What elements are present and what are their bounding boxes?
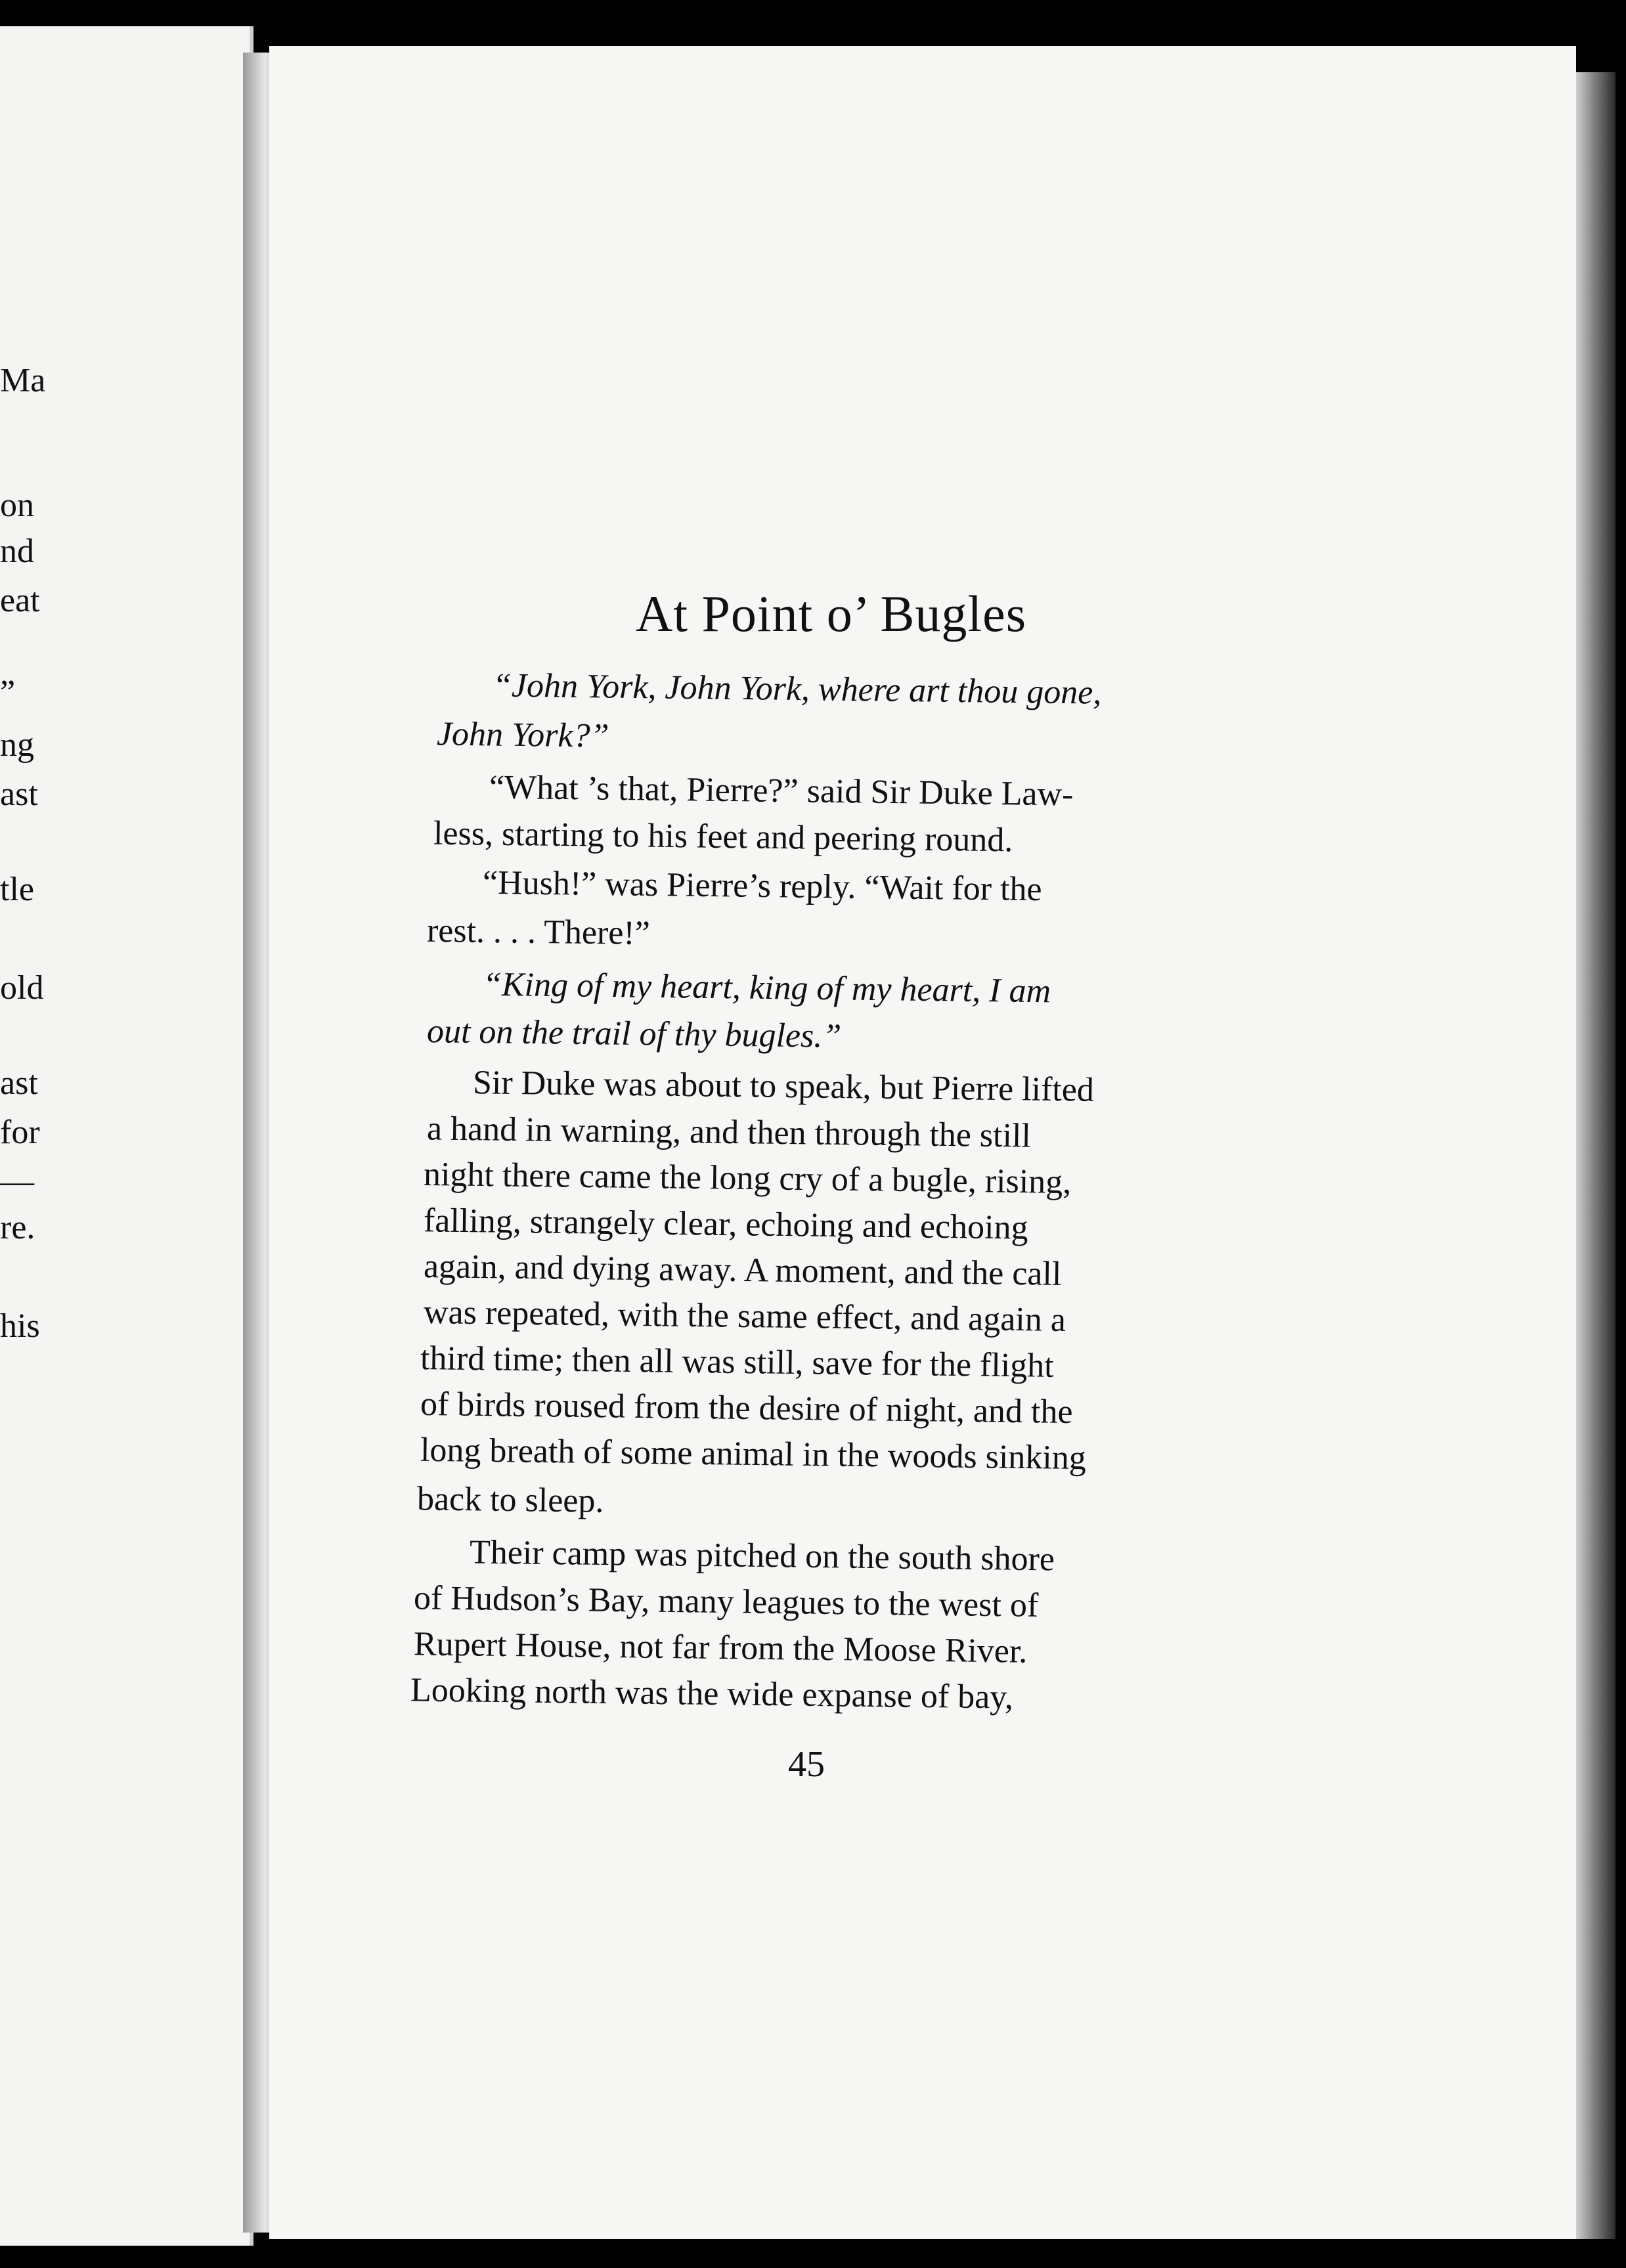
body-line: “John York, John York, where art thou gone, bbox=[492, 666, 1102, 712]
left-fragment: on bbox=[0, 487, 34, 524]
body-line: less, starting to his feet and peering round. bbox=[433, 814, 1013, 860]
body-line: “King of my heart, king of my heart, I am bbox=[482, 965, 1051, 1011]
body-line: rest. . . . There!” bbox=[426, 911, 651, 953]
body-line: long breath of some animal in the woods sinking bbox=[420, 1431, 1087, 1477]
left-fragment: his bbox=[0, 1307, 40, 1345]
body-line: Looking north was the wide expanse of bay, bbox=[410, 1671, 1014, 1716]
body-line: “Hush!” was Pierre’s reply. “Wait for the bbox=[482, 863, 1042, 909]
body-line: Sir Duke was about to speak, but Pierre lifted bbox=[472, 1064, 1095, 1109]
left-page-fragment bbox=[0, 26, 253, 2246]
left-fragment: tle bbox=[0, 871, 34, 908]
chapter-title: At Point o’ Bugles bbox=[636, 585, 1027, 642]
left-fragment: — bbox=[0, 1163, 34, 1200]
left-fragment: re. bbox=[0, 1209, 35, 1246]
body-line: out on the trail of thy bugles.” bbox=[426, 1013, 842, 1055]
body-line: again, and dying away. A moment, and the call bbox=[423, 1248, 1062, 1293]
body-line: Rupert House, not far from the Moose River. bbox=[413, 1625, 1028, 1670]
left-fragment: old bbox=[0, 969, 44, 1007]
body-line: back to sleep. bbox=[416, 1480, 604, 1520]
body-line: of birds roused from the desire of night, and the bbox=[420, 1385, 1073, 1431]
page-edge bbox=[1576, 72, 1615, 2239]
left-fragment: nd bbox=[0, 533, 34, 570]
left-fragment: Ma bbox=[0, 362, 46, 399]
body-line: John York?” bbox=[436, 715, 609, 755]
body-line: Their camp was pitched on the south shore bbox=[469, 1533, 1055, 1579]
body-line: falling, strangely clear, echoing and echoing bbox=[423, 1202, 1028, 1247]
body-line: was repeated, with the same effect, and again a bbox=[423, 1294, 1066, 1339]
body-line: “What ’s that, Pierre?” said Sir Duke Law- bbox=[489, 768, 1074, 814]
body-line: of Hudson’s Bay, many leagues to the west of bbox=[413, 1579, 1039, 1625]
left-fragment: ” bbox=[0, 674, 16, 711]
page-number: 45 bbox=[788, 1744, 825, 1785]
body-line: a hand in warning, and then through the still bbox=[426, 1110, 1032, 1155]
left-fragment: eat bbox=[0, 582, 40, 619]
body-line: night there came the long cry of a bugle, rising, bbox=[423, 1155, 1072, 1202]
body-line: third time; then all was still, save for the flight bbox=[420, 1340, 1055, 1385]
left-fragment: for bbox=[0, 1114, 40, 1151]
left-fragment: ng bbox=[0, 726, 34, 764]
left-fragment: ast bbox=[0, 775, 38, 813]
left-fragment: ast bbox=[0, 1064, 38, 1102]
